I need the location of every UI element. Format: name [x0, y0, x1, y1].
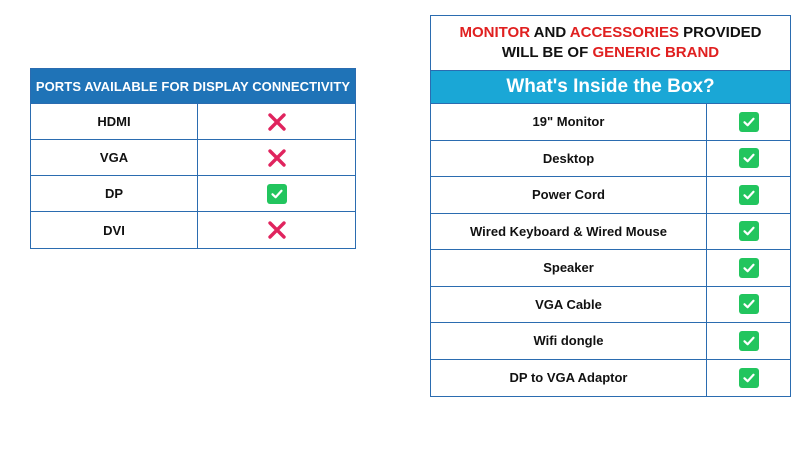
- check-icon: [739, 258, 759, 278]
- item-label: Desktop: [431, 141, 707, 177]
- check-icon: [739, 294, 759, 314]
- item-status: [707, 360, 790, 397]
- check-icon: [739, 185, 759, 205]
- port-label: DP: [31, 176, 198, 211]
- item-status: [707, 214, 790, 250]
- check-icon: [739, 368, 759, 388]
- check-icon: [739, 112, 759, 132]
- check-icon: [739, 331, 759, 351]
- table-row: [431, 360, 790, 397]
- box-contents-table: [430, 15, 791, 397]
- table-row: [431, 323, 790, 360]
- item-status: [707, 177, 790, 213]
- item-label: VGA Cable: [431, 287, 707, 323]
- table-row: [31, 176, 355, 212]
- table-row: [431, 141, 790, 178]
- port-label: VGA: [31, 140, 198, 175]
- notice-highlight: MONITOR: [459, 24, 531, 41]
- port-status: [198, 212, 355, 248]
- ports-table-header: PORTS AVAILABLE FOR DISPLAY CONNECTIVITY: [31, 69, 355, 104]
- item-status: [707, 323, 790, 359]
- notice-highlight: ACCESSORIES: [569, 24, 679, 41]
- port-status: [198, 140, 355, 175]
- cross-icon: [266, 147, 288, 169]
- check-icon: [739, 148, 759, 168]
- notice-text: WILL BE OF: [501, 44, 593, 61]
- item-status: [707, 141, 790, 177]
- item-status: [707, 287, 790, 323]
- check-icon: [739, 221, 759, 241]
- notice-text: AND: [530, 24, 570, 41]
- item-label: DP to VGA Adaptor: [431, 360, 707, 397]
- cross-icon: [266, 111, 288, 133]
- table-row: [431, 104, 790, 141]
- notice-line-1: [459, 23, 761, 43]
- table-row: [31, 212, 355, 248]
- table-row: [431, 177, 790, 214]
- generic-brand-notice: [431, 16, 790, 71]
- check-icon: [267, 184, 287, 204]
- table-row: [431, 287, 790, 324]
- port-status: [198, 104, 355, 139]
- notice-line-2: [502, 43, 719, 63]
- table-row: [31, 104, 355, 140]
- item-label: 19" Monitor: [431, 104, 707, 140]
- port-status: [198, 176, 355, 211]
- table-row: [431, 250, 790, 287]
- item-status: [707, 104, 790, 140]
- item-label: Wired Keyboard & Wired Mouse: [431, 214, 707, 250]
- item-label: Power Cord: [431, 177, 707, 213]
- cross-icon: [266, 219, 288, 241]
- box-table-header: What's Inside the Box?: [431, 71, 790, 104]
- item-label: Wifi dongle: [431, 323, 707, 359]
- table-row: [31, 140, 355, 176]
- notice-text: PROVIDED: [678, 24, 762, 41]
- table-row: [431, 214, 790, 251]
- item-status: [707, 250, 790, 286]
- port-label: HDMI: [31, 104, 198, 139]
- notice-highlight: GENERIC BRAND: [592, 44, 720, 61]
- ports-table: [30, 68, 356, 249]
- item-label: Speaker: [431, 250, 707, 286]
- port-label: DVI: [31, 212, 198, 248]
